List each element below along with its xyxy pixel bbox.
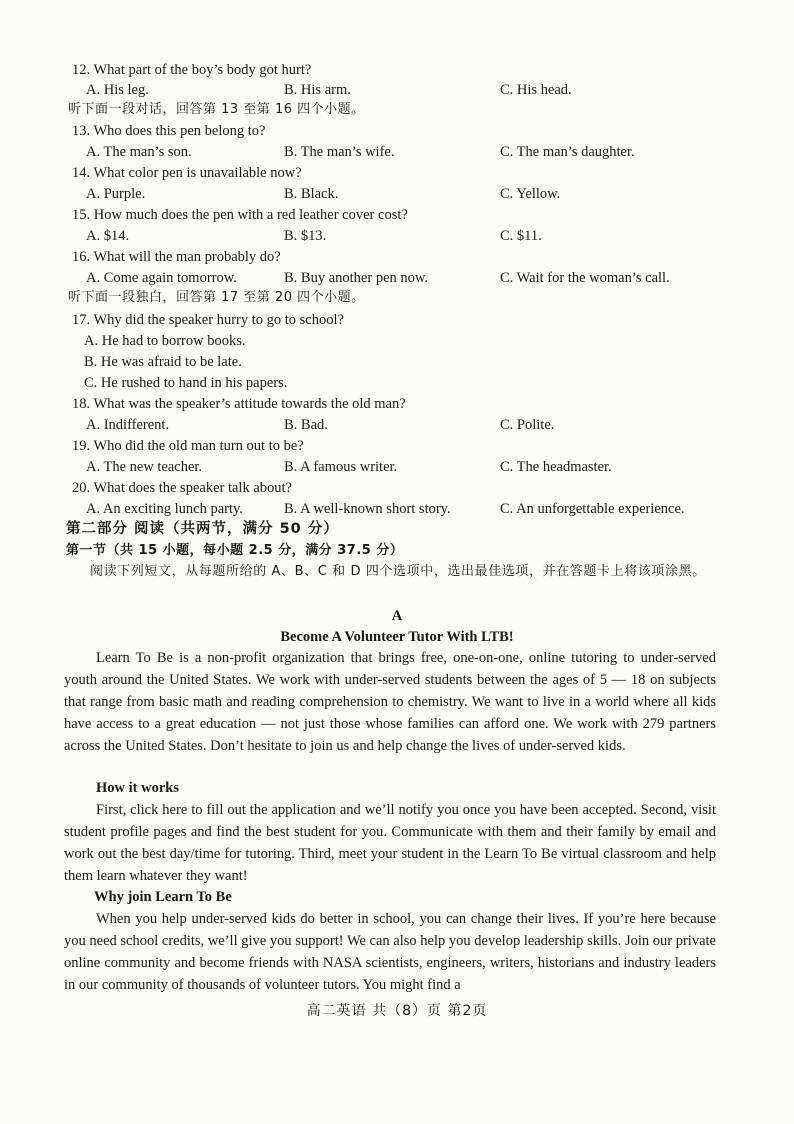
- question-16-options: [0, 268, 794, 288]
- instruction-text: 听下面一段对话，回答第 13 至第 16 四个小题。: [68, 102, 365, 117]
- option-a: A. The new teacher.: [86, 459, 203, 475]
- question-14: [0, 163, 794, 183]
- question-18: [0, 394, 794, 414]
- subheading-text: Why join Learn To Be: [94, 889, 232, 905]
- option-c: C. The headmaster.: [500, 459, 612, 475]
- option-b: B. Black.: [284, 186, 339, 202]
- part2-heading: [0, 519, 794, 539]
- question-stem: 13. Who does this pen belong to?: [72, 123, 266, 139]
- option-c: C. The man’s daughter.: [500, 144, 635, 160]
- option-b: B. Bad.: [284, 417, 328, 433]
- question-19: [0, 436, 794, 456]
- question-12: [0, 60, 794, 80]
- option-b: B. He was afraid to be late.: [84, 354, 242, 370]
- question-stem: 19. Who did the old man turn out to be?: [72, 438, 304, 454]
- option-a: A. His leg.: [86, 82, 149, 98]
- question-20-options: [0, 499, 794, 519]
- question-stem: 12. What part of the boy’s body got hurt?: [72, 62, 312, 78]
- question-15: [0, 205, 794, 225]
- section1-heading: [0, 541, 794, 561]
- option-a: A. Come again tomorrow.: [86, 270, 237, 286]
- question-20: [0, 478, 794, 498]
- instruction-text: 听下面一段独白，回答第 17 至第 20 四个小题。: [68, 290, 365, 305]
- option-b: B. His arm.: [284, 82, 351, 98]
- passage-letter-text: A: [391, 608, 403, 624]
- question-19-options: [0, 457, 794, 477]
- passage-paragraph-1: Learn To Be is a non-profit organization that brings free, one-on-one, online tutoring to under-served youth around the United States. We work with under-served students between the ages of 5 — 18 on subjects that range from basic math and reading comprehension to chemistry. We want to live in a world where all kids have access to a great education — not just those whose families can afford one. We work with 279 partners across the United States. Don’t hesitate to join us and help change the lives of under-served kids.: [64, 650, 716, 754]
- question-stem: 16. What will the man probably do?: [72, 249, 281, 265]
- passage-letter: [0, 606, 794, 626]
- option-b: B. A famous writer.: [284, 459, 398, 475]
- question-stem: 15. How much does the pen with a red leather cover cost?: [72, 207, 408, 223]
- question-15-options: [0, 226, 794, 246]
- question-16: [0, 247, 794, 267]
- question-stem: 17. Why did the speaker hurry to go to school?: [72, 312, 344, 328]
- option-a: A. He had to borrow books.: [84, 333, 246, 349]
- option-c: C. Yellow.: [500, 186, 561, 202]
- option-c: C. An unforgettable experience.: [500, 501, 685, 517]
- passage-paragraph-2: First, click here to fill out the application and we’ll notify you once you have been accepted. Second, visit student profile pages and find the best student for you. Communicate with them and their family by email and work out the best day/time for tutoring. Third, meet your student in the Learn To Be virtual classroom and help them learn whatever they want!: [64, 802, 716, 884]
- question-14-options: [0, 184, 794, 204]
- section1-instruction: [0, 561, 794, 607]
- subheading-why-join: [0, 887, 794, 907]
- question-17: [0, 310, 794, 330]
- question-18-options: [0, 415, 794, 435]
- question-stem: 20. What does the speaker talk about?: [72, 480, 292, 496]
- option-a: A. The man’s son.: [86, 144, 192, 160]
- subheading-text: How it works: [96, 780, 179, 796]
- question-17-option-c: [0, 373, 794, 393]
- question-12-options: [0, 80, 794, 100]
- passage-title: [0, 627, 794, 647]
- instruction-13-16: [0, 100, 794, 120]
- page-footer: 高二英语 共（8）页 第2页: [306, 1003, 488, 1019]
- option-b: B. The man’s wife.: [284, 144, 395, 160]
- section-heading-text: 第一节（共 15 小题，每小题 2.5 分，满分 37.5 分）: [66, 543, 404, 558]
- instruction-paragraph: 阅读下列短文，从每题所给的 A、B、C 和 D 四个选项中，选出最佳选项，并在答题卡上将该项涂黑。: [90, 564, 706, 579]
- option-c: C. $11.: [500, 228, 542, 244]
- subheading-how-it-works: [0, 778, 794, 798]
- option-c: C. His head.: [500, 82, 572, 98]
- question-13: [0, 121, 794, 141]
- question-stem: 14. What color pen is unavailable now?: [72, 165, 302, 181]
- option-b: B. $13.: [284, 228, 327, 244]
- option-b: B. A well-known short story.: [284, 501, 451, 517]
- question-stem: 18. What was the speaker’s attitude towards the old man?: [72, 396, 406, 412]
- passage-title-text: Become A Volunteer Tutor With LTB!: [280, 629, 514, 645]
- option-c: C. Polite.: [500, 417, 555, 433]
- passage-paragraph-3: When you help under-served kids do better in school, you can change their lives. If you’re here because you need school credits, we’ll give you support! We can also help you develop leadership skills. Join our private online community and become friends with NASA scientists, engineers, writers, historians and industry leaders in our community of thousands of volunteer tutors. You might find a: [64, 911, 716, 993]
- option-a: A. An exciting lunch party.: [86, 501, 243, 517]
- option-a: A. Indifferent.: [86, 417, 170, 433]
- option-a: A. Purple.: [86, 186, 146, 202]
- question-13-options: [0, 142, 794, 162]
- option-b: B. Buy another pen now.: [284, 270, 429, 286]
- option-c: C. Wait for the woman’s call.: [500, 270, 670, 286]
- instruction-17-20: [0, 288, 794, 308]
- question-17-option-a: [0, 331, 794, 351]
- part-heading-text: 第二部分 阅读（共两节，满分 50 分）: [66, 521, 339, 537]
- option-a: A. $14.: [86, 228, 130, 244]
- question-17-option-b: [0, 352, 794, 372]
- option-c: C. He rushed to hand in his papers.: [84, 375, 288, 391]
